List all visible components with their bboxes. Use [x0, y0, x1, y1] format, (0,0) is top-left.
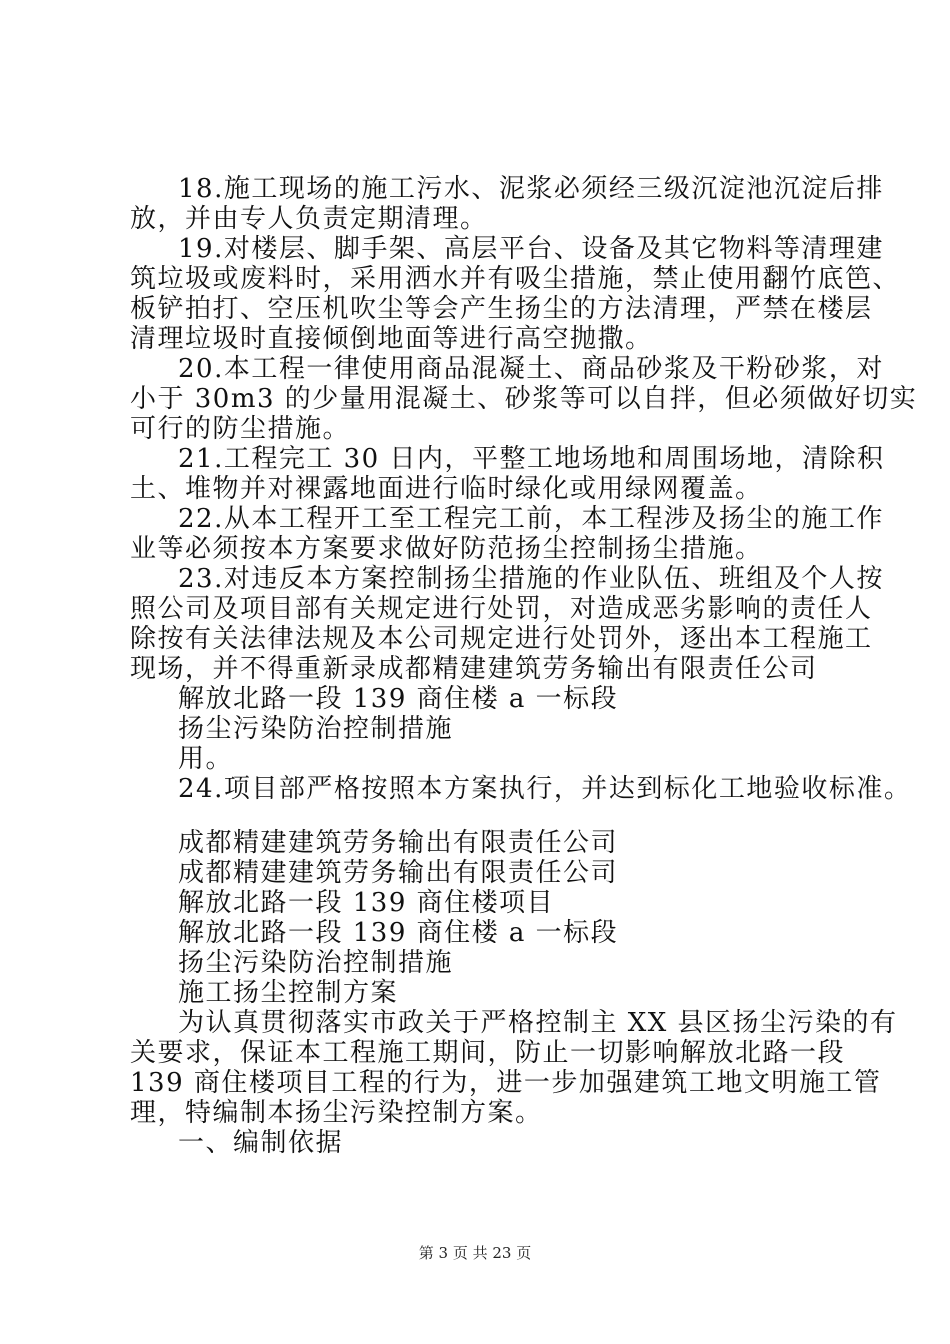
paragraph-line: 23.对违反本方案控制扬尘措施的作业队伍、班组及个人按 — [178, 564, 884, 594]
paragraph-gap — [130, 804, 850, 828]
paragraph-line: 土、堆物并对裸露地面进行临时绿化或用绿网覆盖。 — [130, 474, 763, 504]
paragraph-line: 除按有关法律法规及本公司规定进行处罚外，逐出本工程施工 — [130, 624, 873, 654]
paragraph-line: 解放北路一段 139 商住楼 a 一标段 — [178, 684, 619, 714]
paragraph-line: 小于 30m3 的少量用混凝土、砂浆等可以自拌，但必须做好切实 — [130, 384, 918, 414]
paragraph-line: 可行的防尘措施。 — [130, 414, 351, 444]
paragraph-line: 用。 — [178, 744, 234, 774]
paragraph-line: 18.施工现场的施工污水、泥浆必须经三级沉淀池沉淀后排 — [178, 174, 884, 204]
paragraph-line: 扬尘污染防治控制措施 — [178, 948, 454, 978]
paragraph-line: 19.对楼层、脚手架、高层平台、设备及其它物料等清理建 — [178, 234, 884, 264]
paragraph-line: 筑垃圾或废料时，采用洒水并有吸尘措施，禁止使用翻竹底笆、 — [130, 264, 901, 294]
paragraph-line: 成都精建建筑劳务输出有限责任公司 — [178, 858, 619, 888]
paragraph-line: 扬尘污染防治控制措施 — [178, 714, 454, 744]
paragraph-line: 理，特编制本扬尘污染控制方案。 — [130, 1098, 543, 1128]
paragraph-line: 139 商住楼项目工程的行为，进一步加强建筑工地文明施工管 — [130, 1068, 882, 1098]
page-footer: 第 3 页 共 23 页 — [418, 1244, 532, 1262]
document-body — [130, 174, 918, 1158]
paragraph-line: 业等必须按本方案要求做好防范扬尘控制扬尘措施。 — [130, 534, 763, 564]
paragraph-line: 施工扬尘控制方案 — [178, 978, 399, 1008]
paragraph-line: 放，并由专人负责定期清理。 — [130, 204, 488, 234]
section-heading: 一、编制依据 — [178, 1128, 344, 1158]
paragraph-line: 成都精建建筑劳务输出有限责任公司 — [178, 828, 619, 858]
paragraph-line: 为认真贯彻落实市政关于严格控制主 XX 县区扬尘污染的有 — [178, 1008, 898, 1038]
paragraph-line: 清理垃圾时直接倾倒地面等进行高空抛撒。 — [130, 324, 653, 354]
paragraph-line: 22.从本工程开工至工程完工前，本工程涉及扬尘的施工作 — [178, 504, 884, 534]
paragraph-line: 现场，并不得重新录成都精建建筑劳务输出有限责任公司 — [130, 654, 818, 684]
paragraph-line: 关要求，保证本工程施工期间，防止一切影响解放北路一段 — [130, 1038, 846, 1068]
paragraph-line: 24.项目部严格按照本方案执行，并达到标化工地验收标准。 — [178, 774, 912, 804]
paragraph-line: 解放北路一段 139 商住楼项目 — [178, 888, 555, 918]
paragraph-line: 21.工程完工 30 日内，平整工地场地和周围场地，清除积 — [178, 444, 885, 474]
paragraph-line: 照公司及项目部有关规定进行处罚，对造成恶劣影响的责任人 — [130, 594, 873, 624]
paragraph-line: 解放北路一段 139 商住楼 a 一标段 — [178, 918, 619, 948]
paragraph-line: 板铲拍打、空压机吹尘等会产生扬尘的方法清理，严禁在楼层 — [130, 294, 873, 324]
paragraph-line: 20.本工程一律使用商品混凝土、商品砂浆及干粉砂浆，对 — [178, 354, 884, 384]
